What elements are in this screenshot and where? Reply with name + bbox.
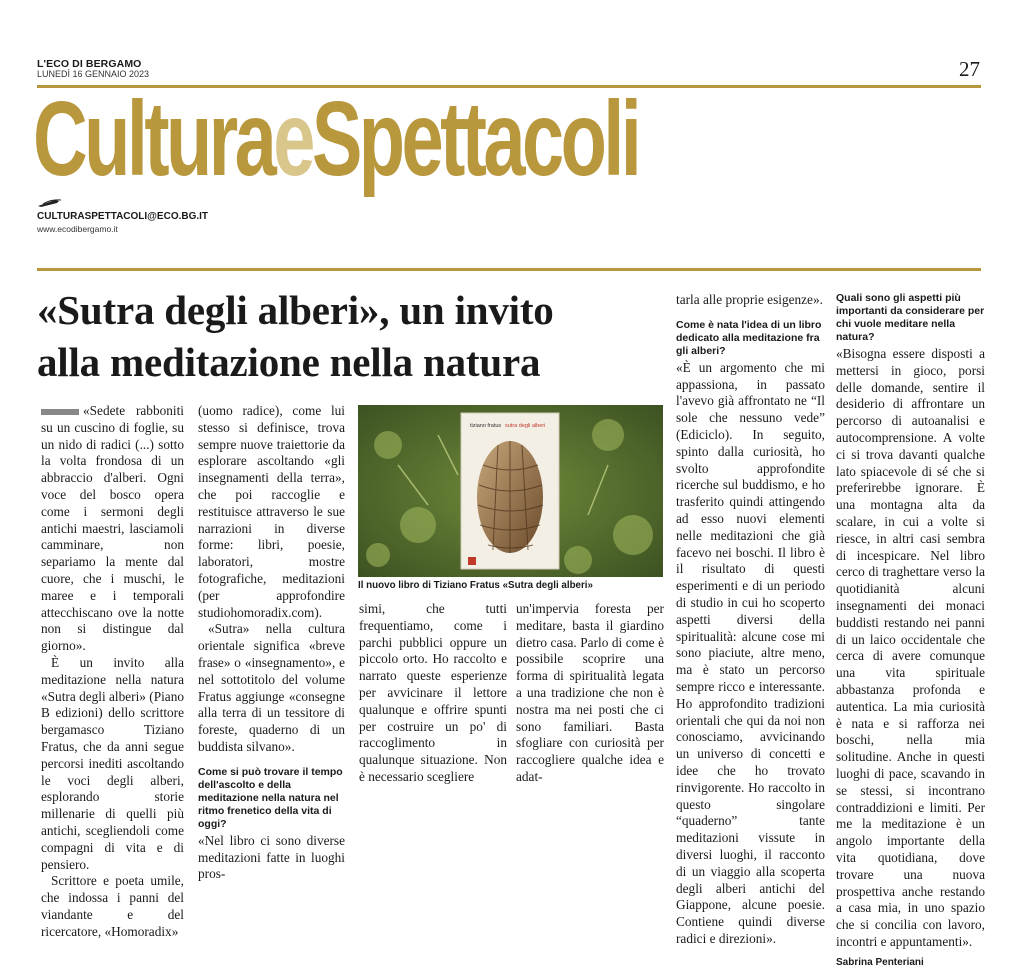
headline-rule	[37, 268, 981, 271]
article-paragraph: (uomo radice), come lui stesso si definisce, trova sempre nuove traiettorie da esplorare ascoltando «gli insegnamenti della terra», che poi raccoglie e restituisce attraverso le sue narrazioni in diverse forme: libri, poesie, laboratori, mostre fotografiche, meditazioni (per approfondire studiohomoradix.com).	[198, 403, 345, 620]
section-title-and: e	[273, 80, 312, 198]
article-column-1	[41, 403, 184, 941]
page-number: 27	[959, 57, 980, 81]
section-title	[33, 80, 639, 198]
book-cover-photo	[358, 405, 663, 577]
article-paragraph: «È un argomento che mi appassiona, in passato l'avevo già affrontato ne “Il sole che nessuno vede” (Ediciclo). In seguito, spinto dalla curiosità, ho svolto approfondite ricerche sul buddismo, e ho trasferito quindi attingendo ad esso nuovi elementi nelle meditazioni che già facevo nei boschi. Il libro è il risultato di questi esperimenti e di un periodo di studio in cui ho scoperto aspetti diversi della spiritualità: alcune cose mi sono piaciute, altre meno, ma è stato un percorso sempre ricco e interessante. Ho approfondito tradizioni orientali che qui da noi non conosciamo, avvicinando un universo di concetti e idee che ho trovato rinvigorente. Ho raccolto in questo singolare “quaderno” tante meditazioni vissute in diversi luoghi, il racconto di un viaggio alla scoperta degli alberi antichi del Giappone, alcune poesie. Contiene quindi diverse radici e direzioni».	[676, 359, 825, 946]
article-column-5	[676, 292, 825, 948]
article-paragraph: un'impervia foresta per meditare, basta il giardino dietro casa. Parlo di come è possibile scoprire una forma di spiritualità legata a una tradizione che non è nostra ma nei posti che ci sono familiari. Basta sfogliare con curiosità per raccogliere qualche idea e adat-	[516, 601, 664, 784]
book-cover-title: sutra degli alberi	[505, 423, 546, 429]
article-paragraph: simi, che tutti frequentiamo, come i parchi pubblici oppure un piccolo orto. Ho raccolto e narrato queste esperienze per avvicinare il lettore qualunque e offrire spunti per costruire un po' di raccoglimento in qualunque situazione. Non è necessario scegliere	[359, 601, 507, 784]
interview-question: Come si può trovare il tempo dell'ascolto e della meditazione nella natura nel ritmo frenetico della vita di oggi?	[198, 765, 343, 830]
article-paragraph: È un invito alla meditazione nella natura «Sutra degli alberi» (Piano B edizioni) dello scrittore bergamasco Tiziano Fratus, che da anni segue percorsi inediti ascoltando le voci degli alberi, esplorando storie millenarie di quelli più antichi, scegliendoli come compagni di vita e di pensiero.	[41, 654, 184, 872]
interview-question: Come è nata l'idea di un libro dedicato alla meditazione fra gli alberi?	[676, 318, 822, 357]
article-paragraph: «Sedete rabboniti su un cuscino di foglie, su un nido di radici (...) sotto la volta frondosa di un abbraccio d'alberi. Ogni voce del bosco opera come i sermoni degli antichi maestri, lasciamoli camminare, non separiamo la mente dal cuore, che i muschi, le maree e i temporali attecchiscano ove la notte non si distingue dal giorno».	[41, 403, 184, 654]
lead-marker	[41, 409, 79, 415]
author-byline: Sabrina Penteriani	[836, 956, 924, 968]
section-title-culture: Cultura	[33, 80, 274, 198]
headline-line-1: «Sutra degli alberi», un invito	[37, 287, 554, 333]
pen-icon	[37, 198, 63, 208]
article-paragraph: «Sutra» nella cultura orientale significa «breve frase» o «insegnamento», e nel sottotitolo del volume Fratus aggiunge «consegne alla terra di un tessitore di foreste, quaderno di un buddista silvano».	[198, 621, 345, 754]
article-paragraph: tarla alle proprie esigenze».	[676, 292, 823, 307]
section-website-link[interactable]: www.ecodibergamo.it	[37, 224, 118, 234]
section-title-shows: Spettacoli	[311, 80, 639, 198]
article-column-4	[516, 601, 664, 786]
headline-line-2: alla meditazione nella natura	[37, 339, 541, 385]
article-column-6	[836, 292, 985, 971]
article-paragraph: «Nel libro ci sono diverse meditazioni fatte in luoghi pros-	[198, 832, 345, 882]
masthead-name: L'ECO DI BERGAMO	[37, 58, 142, 70]
article-column-2	[198, 403, 345, 883]
interview-question: Quali sono gli aspetti più importanti da considerare per chi vuole meditare nella natura?	[836, 292, 985, 343]
book-photo-image	[358, 405, 663, 577]
section-email-link[interactable]: CULTURASPETTACOLI@ECO.BG.IT	[37, 211, 209, 222]
article-paragraph: Scrittore e poeta umile, che indossa i panni del viandante e del ricercatore, «Homoradix»	[41, 873, 184, 939]
photo-caption: Il nuovo libro di Tiziano Fratus «Sutra degli alberi»	[358, 580, 593, 591]
masthead-date: LUNEDÌ 16 GENNAIO 2023	[37, 69, 150, 79]
book-cover-author: tiziano fratus	[470, 423, 502, 429]
article-paragraph: «Bisogna essere disposti a mettersi in gioco, porsi delle domande, sentire il desiderio di affrontare un percorso di autoanalisi e autocomprensione. A volte ci si trova davanti qualche lato spiacevole di sé che si preferirebbe ignorare. È una montagna alta da scalare, in cui a volte si riesce, in altri casi sembra di incespicare. Nel libro cerco di traghettare verso la quotidianità alcuni insegnamenti dei monaci buddisti restando nei panni di un laico occidentale che cerca di avere comunque una vita spirituale abbastanza profonda e autentica. La mia curiosità è nata e si rafforza nei boschi, nella mia solitudine. Anche in questi luoghi di pace, scavando in se stessi, si incontrano contraddizioni e limiti. Per me la meditazione è un angolo importante della vita quotidiana, dove trovare una nuova prospettiva anche restando a casa mia, in uno spazio che si concilia con lavoro, incontri e appuntamenti».	[836, 346, 985, 949]
article-column-3	[359, 601, 507, 786]
